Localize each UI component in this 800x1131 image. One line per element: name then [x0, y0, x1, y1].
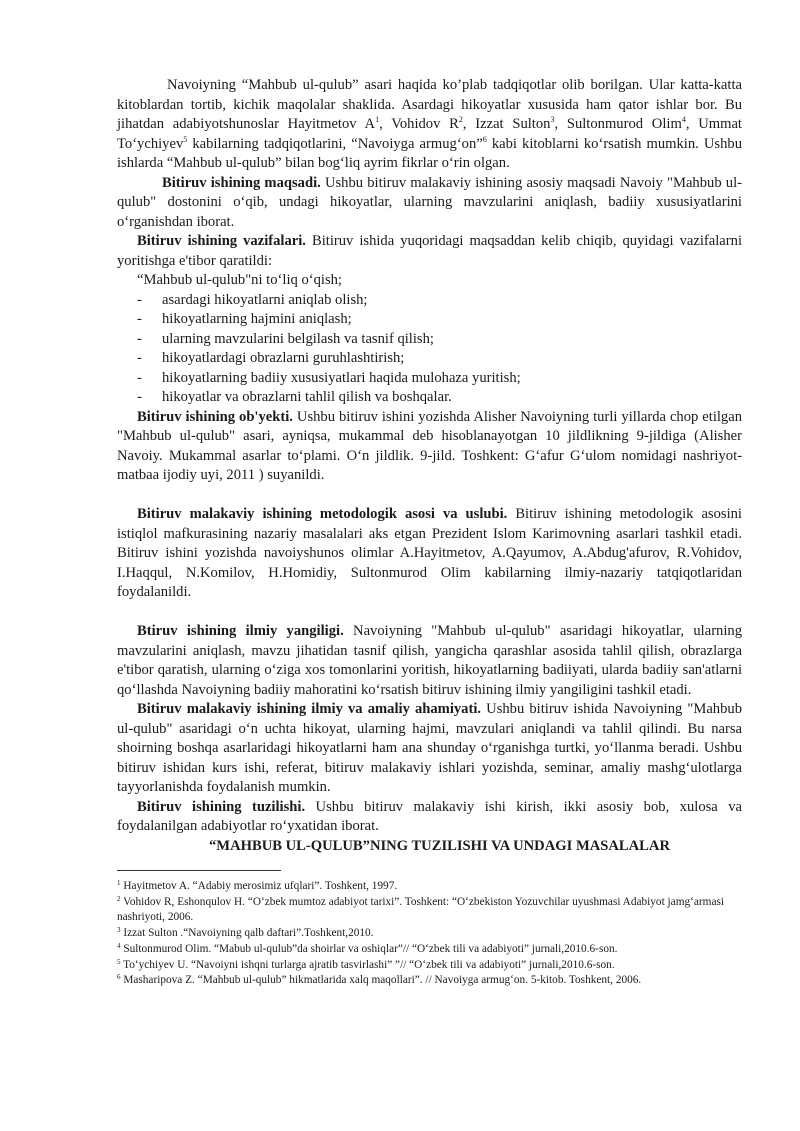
structure-text: Ushbu bitiruv malakaviy ishi kirish, ikki asosiy bob, xulosa va foydalanilgan adabiyotlar ro‘yxatidan iborat. [117, 798, 743, 834]
object-paragraph [117, 408, 742, 486]
goal-heading: Bitiruv ishining maqsadi. [162, 174, 321, 191]
list-item-text: ularning mavzularini belgilash va tasnif qilish; [162, 330, 434, 347]
footnote-ref-5[interactable]: 5 [183, 134, 188, 144]
list-item-text: hikoyatlarning badiiy xususiyatlari haqida mulohaza yuritish; [162, 369, 521, 386]
footnote-ref-3[interactable]: 3 [550, 115, 555, 124]
novelty-text: Navoiyning "Mahbub ul-qulub" asaridagi hikoyatlar, ularning mavzularini aniqlash, mavzu jihatidan tasnif qilish, yangicha qarashlar asosida tahlil qilish, obrazlarga e'tibor qaratish, ularning o‘ziga xos tomonlarini yoritish, hikoyatlarning badiiyati, ularda badiiy san'atlarni qo‘llashda Navoiyning badiiy mahoratini ko‘rsatish bitiruv ishining ilmiy yangiligini tashkil etadi. [117, 623, 742, 698]
footnote-number: 5 [117, 957, 121, 966]
goal-paragraph [117, 174, 742, 233]
significance-heading: Bitiruv malakaviy ishining ilmiy va amaliy ahamiyati. [137, 701, 482, 717]
list-item [117, 310, 742, 330]
footnote-divider [117, 870, 281, 871]
list-dash: - [137, 330, 142, 347]
list-dash: - [137, 369, 142, 386]
footnote-text: Izzat Sulton .“Navoiyning qalb daftari”.Toshkent,2010. [120, 927, 374, 940]
footnotes [117, 879, 742, 989]
footnote-text: Vohidov R, Eshonqulov H. “O‘zbek mumtoz adabiyot tarixi”. Toshkent: “O‘zbekiston Yozuvchilar uyushmasi Adabiyot jamg‘armasi nashriyoti, 2006. [117, 895, 725, 924]
footnote-number: 1 [117, 879, 121, 887]
goal-text: Ushbu bitiruv malakaviy ishining asosiy maqsadi Navoiy "Mahbub ul-qulub" dostonini o‘qib, undagi hikoyatlar, ularning mavzularini aniqlash, badiiy xususiyatlarini o‘rganishdan iborat. [117, 174, 742, 230]
footnote-number: 2 [117, 894, 121, 903]
list-dash: - [137, 311, 142, 327]
method-paragraph [117, 505, 742, 603]
footnote-ref-1[interactable]: 1 [375, 115, 380, 124]
footnote-item [117, 958, 742, 974]
list-item [117, 330, 742, 350]
footnote-item [117, 926, 742, 942]
novelty-heading: Btiruv ishining ilmiy yangiligi. [137, 623, 344, 639]
footnote-ref-4[interactable]: 4 [681, 115, 686, 124]
list-dash: - [137, 389, 142, 405]
list-item [117, 349, 742, 369]
footnote-number: 3 [117, 926, 121, 935]
object-text: Ushbu bitiruv ishini yozishda Alisher Navoiyning turli yillarda chop etilgan "Mahbub ul-qulub" asari, ayniqsa, mukammal deb hisoblanayotgan 10 jildlikning 9-jildiga (Alisher Navoiy. Mukammal asarlar to‘plami. O‘n jildlik. 9-jild. Toshkent: G‘afur G‘ulom nomidagi nashriyot-matbaa ijodiy uyi, 2011 ) suyanildi. [117, 408, 743, 483]
intro-text: Navoiyning “Mahbub ul-qulub” asari haqida ko’plab tadqiqotlar olib borilgan. Ular katta-katta kitoblardan tortib, kichik maqolalar shaklida. Asardagi hikoyatlar xususida ham qator ishlar bor. Bu jihatdan adabiyotshunoslar Hayitmetov A [117, 77, 742, 132]
chapter-title: “MAHBUB UL-QULUB”NING TUZILISHI VA UNDAGI MASALALAR [209, 837, 670, 854]
footnote-item [117, 973, 742, 989]
structure-heading: Bitiruv ishining tuzilishi. [137, 798, 306, 815]
intro-text: , Ummat To‘ychiyev [117, 116, 742, 152]
list-item-text: asardagi hikoyatlarni aniqlab olish; [162, 291, 368, 308]
intro-text: , Izzat Sulton [462, 116, 551, 132]
tasks-paragraph [117, 232, 742, 271]
footnote-ref-6[interactable]: 6 [482, 134, 487, 144]
significance-text: Ushbu bitiruv ishida Navoiyning "Mahbub ul-qulub" asaridagi o‘n uchta hikoyat, ularning hajmi, mavzulari aniqlandi va tahlil qilindi. Bu narsa shoirning boshqa asarlaridagi hikoyatlarni ham ana shunday o‘rganishga turtki, yo‘llanma beradi. Ushbu bitiruv ishidan kurs ishi, referat, bitiruv malakaviy ishlari yozishda, seminar, amaliy mashg‘ulotlarga tayyorlanishda foydalanish mumkin. [117, 701, 742, 795]
footnote-item [117, 942, 742, 958]
footnote-number: 4 [117, 941, 121, 950]
method-heading: Bitiruv malakaviy ishining metodologik asosi va uslubi. [137, 506, 508, 522]
footnote-text: Sultonmurod Olim. “Mabub ul-qulub”da shoirlar va oshiqlar”// “O‘zbek tili va adabiyoti” jurnali,2010.6-son. [120, 942, 618, 955]
structure-paragraph [117, 798, 742, 837]
list-dash: - [137, 291, 142, 308]
tasks-heading: Bitiruv ishining vazifalari. [137, 233, 306, 249]
document-page [117, 76, 742, 989]
intro-text: kabilarning tadqiqotlarini, “Navoiyga armug‘on” [187, 135, 483, 152]
tasks-intro-item: “Mahbub ul-qulub"ni to‘liq o‘qish; [137, 272, 342, 288]
footnote-text: Hayitmetov A. “Adabiy merosimiz ufqlari”. Toshkent, 1997. [120, 880, 398, 892]
footnote-number: 6 [117, 973, 121, 982]
object-heading: Bitiruv ishining ob'yekti. [137, 408, 293, 425]
intro-text: , Sultonmurod Olim [554, 116, 682, 132]
list-item [117, 388, 742, 408]
list-item-text: hikoyatlardagi obrazlarni guruhlashtirish; [162, 350, 405, 366]
footnote-item [117, 879, 742, 895]
footnote-text: To‘ychiyev U. “Navoiyni ishqni turlarga ajratib tasvirlashi” ”// “O‘zbek tili va adabiyoti” jurnali,2010.6-son. [120, 958, 615, 971]
intro-text: kabi kitoblarni ko‘rsatish mumkin. Ushbu ishlarda “Mahbub ul-qulub” bilan bog‘liq ayrim fikrlar o‘rin olgan. [117, 135, 742, 171]
footnote-text: Masharipova Z. “Mahbub ul-qulub” hikmatlarida xalq maqollari”. // Navoiyga armug‘on. 5-kitob. Toshkent, 2006. [120, 974, 642, 987]
method-text: Bitiruv ishining metodologik asosini istiqlol mafkurasining nazariy masalalari aks etgan Prezident Islom Karimovning asarlari tashkil etadi. Bitiruv ishini yozishda navoiyshunos olimlar A.Hayitmetov, A.Qayumov, A.Abdug'afurov, R.Vohidov, I.Haqqul, N.Komilov, H.Homidiy, Sultonmurod Olim kabilarning ilmiy-nazariy tatqiqotlaridan foydalanildi. [117, 506, 742, 600]
list-item-text: hikoyatlarning hajmini aniqlash; [162, 311, 352, 327]
footnote-item [117, 895, 742, 926]
tasks-text: Bitiruv ishida yuqoridagi maqsaddan kelib chiqib, quyidagi vazifalarni yoritishga e'tibor qaratildi: [117, 233, 742, 269]
list-item-text: hikoyatlar va obrazlarni tahlil qilish va boshqalar. [162, 389, 452, 405]
list-item [117, 369, 742, 389]
list-dash: - [137, 350, 142, 366]
footnote-ref-2[interactable]: 2 [458, 115, 463, 124]
intro-text: , Vohidov R [379, 116, 459, 132]
novelty-paragraph [117, 622, 742, 700]
significance-paragraph [117, 700, 742, 798]
intro-paragraph [117, 76, 742, 174]
list-item [117, 291, 742, 311]
